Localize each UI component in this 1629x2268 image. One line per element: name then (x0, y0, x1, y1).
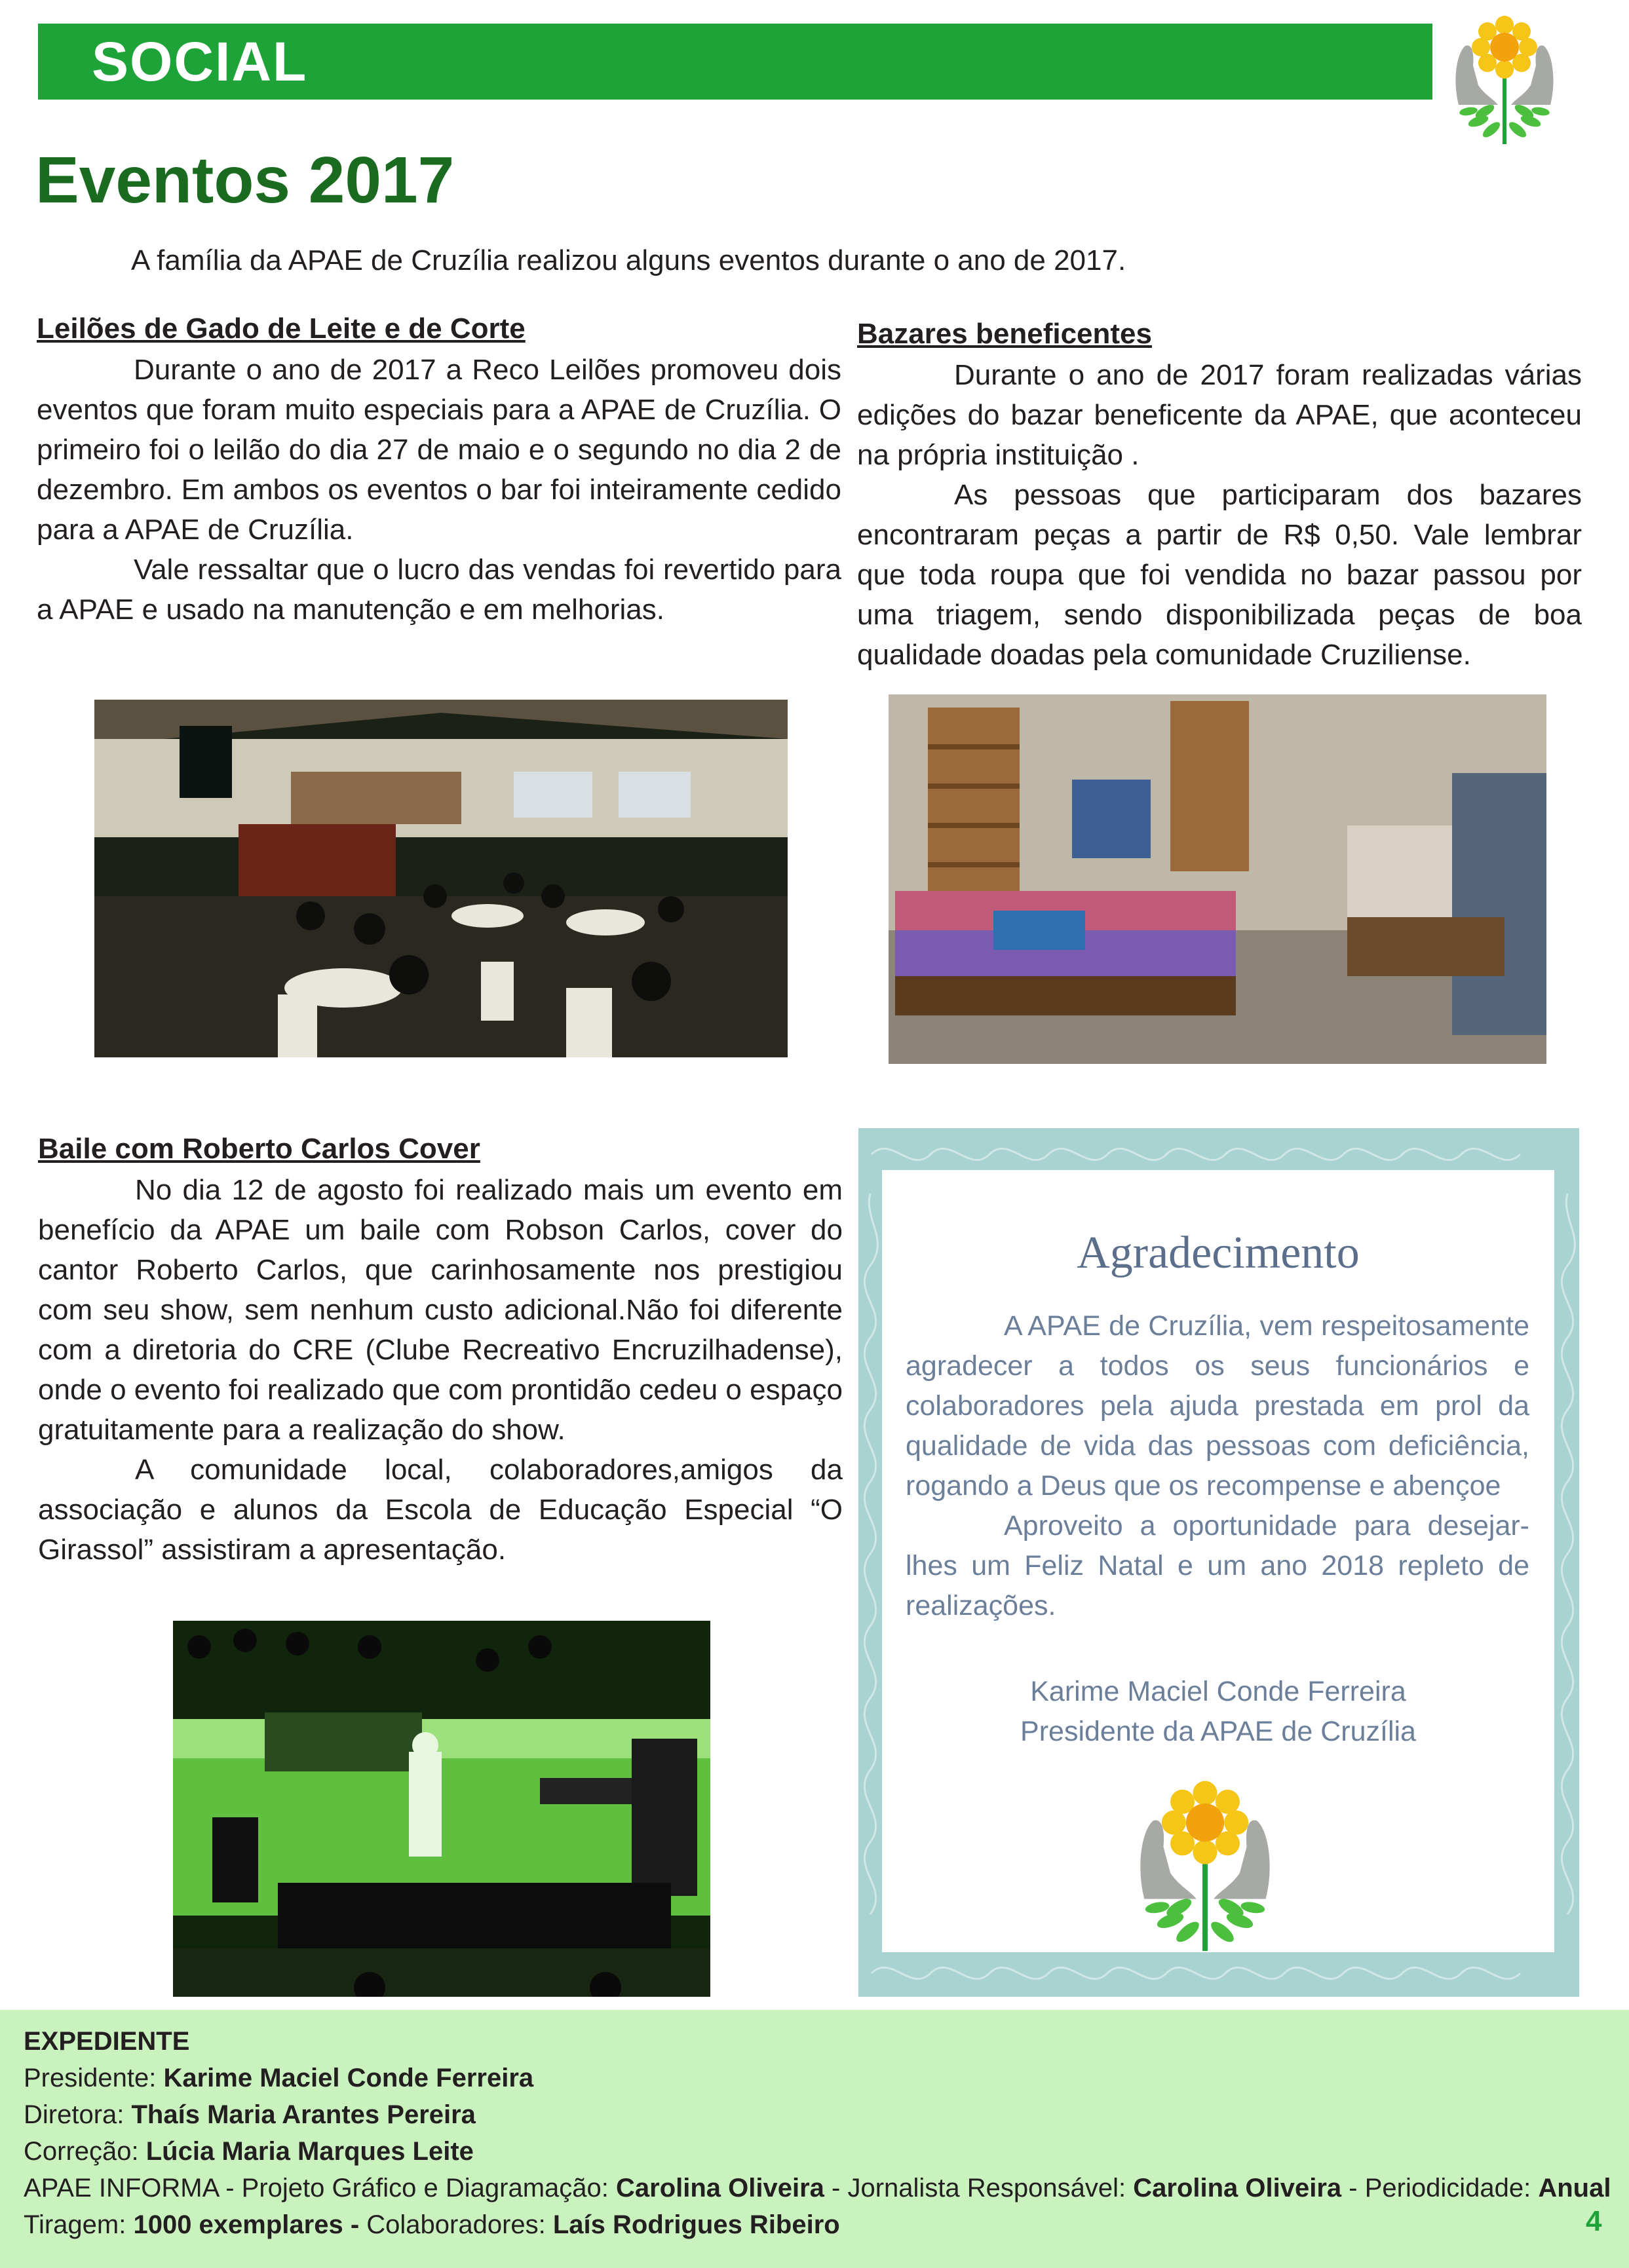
bazares-body (857, 355, 1582, 675)
label: Colaboradores: (359, 2210, 553, 2239)
bazares-paragraph: Durante o ano de 2017 foram realizadas várias edições do bazar beneficente da APAE, que aconteceu na própria instituição . (857, 359, 1582, 471)
section-label: SOCIAL (92, 31, 308, 92)
bazares-heading: Bazares beneficentes (857, 318, 1152, 350)
value: Carolina Oliveira (616, 2174, 824, 2202)
label: - Jornalista Responsável: (824, 2174, 1134, 2202)
intro-text: A família da APAE de Cruzília realizou alguns eventos durante o ano de 2017. (131, 244, 1126, 276)
leiloes-paragraph: Vale ressaltar que o lucro das vendas foi revertido para a APAE e usado na manutenção e em melhorias. (37, 554, 841, 626)
baile-photo (173, 1621, 710, 1997)
expediente-presidente (24, 2060, 1611, 2096)
label: Tiragem: (24, 2210, 134, 2239)
agradecimento-title: Agradecimento (1077, 1228, 1360, 1278)
expediente-diretora (24, 2096, 1611, 2133)
expediente-projeto (24, 2170, 1611, 2206)
label: Diretora: (24, 2100, 132, 2129)
baile-paragraph: No dia 12 de agosto foi realizado mais um evento em benefício da APAE um baile com Robson Carlos, cover do cantor Roberto Carlos, que carinhosamente nos prestigiou com seu show, sem nenhum custo adicional.Não foi diferente com a diretoria do CRE (Clube Recreativo Encruzilhadense), onde o evento foi realizado que com prontidão cedeu o espaço gratuitamente para a realização do show. (38, 1174, 843, 1446)
apae-sunflower-logo-icon (1439, 7, 1570, 148)
agradecimento-signature (882, 1672, 1554, 1752)
bazar-photo (889, 694, 1546, 1064)
agradecimento-body (906, 1306, 1529, 1626)
value: Anual (1538, 2174, 1611, 2202)
expediente-tiragem (24, 2206, 1611, 2243)
signature-role: Presidente da APAE de Cruzília (1020, 1716, 1416, 1747)
page-number: 4 (1586, 2205, 1602, 2237)
leiloes-heading: Leilões de Gado de Leite e de Corte (37, 312, 526, 345)
value: Karime Maciel Conde Ferreira (163, 2064, 534, 2092)
label: - Periodicidade: (1341, 2174, 1539, 2202)
apae-sunflower-logo-icon (1118, 1769, 1292, 1956)
label: Presidente: (24, 2064, 164, 2092)
value: Laís Rodrigues Ribeiro (552, 2210, 840, 2239)
label: APAE INFORMA - Projeto Gráfico e Diagramação: (24, 2174, 617, 2202)
agradecimento-paragraph: Aproveito a oportunidade para desejar-lhes um Feliz Natal e um ano 2018 repleto de realizações. (906, 1510, 1529, 1621)
leilao-photo (94, 700, 788, 1057)
expediente-correcao (24, 2133, 1611, 2170)
signature-name: Karime Maciel Conde Ferreira (1030, 1676, 1406, 1707)
page-title: Eventos 2017 (35, 143, 455, 217)
value: Lúcia Maria Marques Leite (145, 2137, 474, 2166)
baile-paragraph: A comunidade local, colaboradores,amigos da associação e alunos da Escola de Educação Especial “O Girassol” assistiram a apresentação. (38, 1454, 843, 1566)
leiloes-paragraph: Durante o ano de 2017 a Reco Leilões promoveu dois eventos que foram muito especiais para a APAE de Cruzília. O primeiro foi o leilão do dia 27 de maio e o segundo no dia 2 de dezembro. Em ambos os eventos o bar foi inteiramente cedido para a APAE de Cruzília. (37, 354, 841, 546)
expediente-text (24, 2023, 1611, 2243)
value: 1000 exemplares - (133, 2210, 360, 2239)
bazares-paragraph: As pessoas que participaram dos bazares encontraram peças a partir de R$ 0,50. Vale lembrar que toda roupa que foi vendida no bazar passou por uma triagem, sendo disponibilizada peças de boa qualidade doadas pela comunidade Cruziliense. (857, 479, 1582, 671)
agradecimento-paragraph: A APAE de Cruzília, vem respeitosamente agradecer a todos os seus funcionários e colaboradores pela ajuda prestada em prol da qualidade de vida das pessoas com deficiência, rogando a Deus que os recompense e abençoe (906, 1310, 1529, 1502)
baile-body (38, 1170, 843, 1570)
value: Thaís Maria Arantes Pereira (131, 2100, 476, 2129)
value: Carolina Oliveira (1133, 2174, 1342, 2202)
label: Correção: (24, 2137, 146, 2166)
baile-heading: Baile com Roberto Carlos Cover (38, 1133, 480, 1165)
leiloes-body (37, 350, 841, 630)
expediente-title: EXPEDIENTE (24, 2027, 190, 2056)
